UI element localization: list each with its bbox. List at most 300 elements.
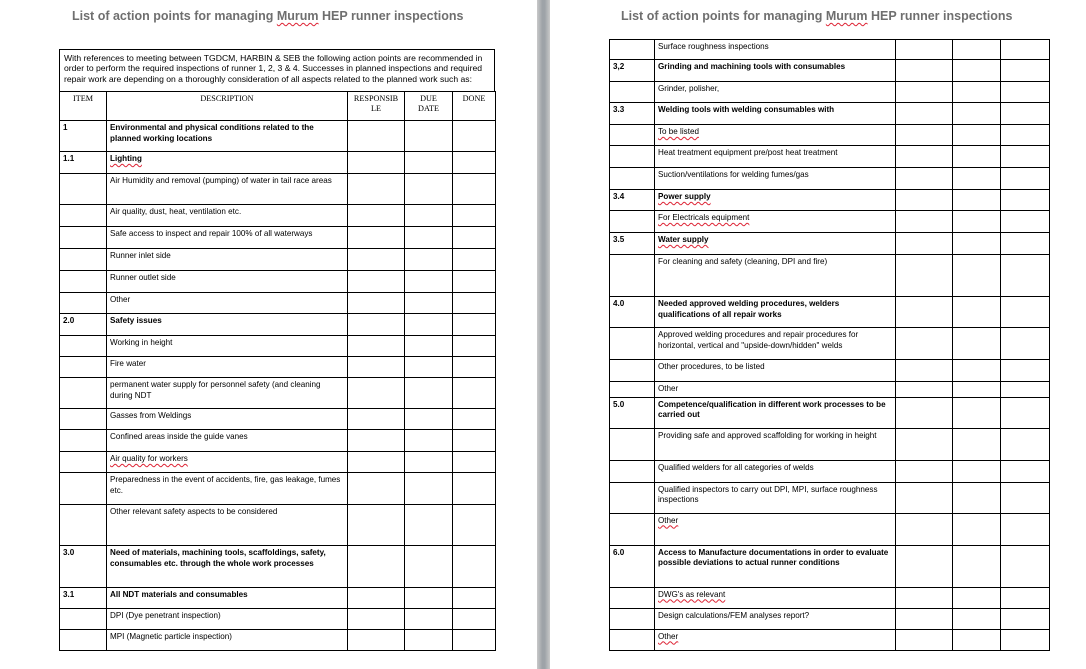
description-text: Air quality for workers: [110, 454, 188, 463]
description-cell: [107, 588, 348, 609]
description-text: Other: [110, 295, 131, 304]
item-number-cell: 3.4: [610, 190, 655, 211]
description-cell: [107, 336, 348, 357]
description-cell: [655, 297, 896, 328]
description-cell: [107, 121, 348, 152]
table-row: [610, 103, 1050, 125]
table-row: [60, 409, 496, 430]
responsible-cell[interactable]: [348, 121, 405, 152]
done-cell[interactable]: [453, 630, 496, 651]
due-date-cell[interactable]: [405, 588, 453, 609]
table-row: [610, 545, 1050, 587]
responsible-cell[interactable]: [348, 588, 405, 609]
responsible-header: RESPONSIB LE: [348, 92, 405, 121]
due-date-cell[interactable]: [953, 146, 1001, 168]
due-date-cell[interactable]: [953, 382, 1001, 398]
description-cell: [107, 271, 348, 293]
description-cell: [107, 452, 348, 473]
item-number-cell: [60, 227, 107, 249]
item-number-cell: 3.1: [60, 588, 107, 609]
done-cell[interactable]: [1001, 587, 1050, 608]
description-cell: [107, 357, 348, 378]
description-cell: [655, 255, 896, 297]
description-text: Other: [658, 384, 679, 393]
description-cell: [107, 378, 348, 409]
due-date-cell[interactable]: [405, 249, 453, 271]
description-text: Working in height: [110, 338, 173, 347]
table-row: [60, 473, 496, 505]
table-row: [60, 293, 496, 314]
responsible-cell[interactable]: [896, 608, 953, 629]
description-cell: [655, 397, 896, 428]
description-text: Power supply: [658, 192, 711, 201]
done-cell[interactable]: [1001, 360, 1050, 382]
description-text: Water supply: [658, 235, 709, 244]
description-cell: [107, 505, 348, 546]
description-cell: [655, 190, 896, 211]
table-row: [60, 357, 496, 378]
table-header-row: [60, 92, 496, 121]
item-number-cell: 1: [60, 121, 107, 152]
description-cell: [107, 152, 348, 174]
action-points-table-left: [59, 91, 496, 651]
done-cell[interactable]: [1001, 125, 1050, 146]
table-row: [60, 630, 496, 651]
table-row: [60, 336, 496, 357]
description-cell: [107, 174, 348, 205]
item-number-cell: [610, 168, 655, 190]
item-number-cell: [610, 328, 655, 360]
description-cell: [107, 430, 348, 452]
description-header: DESCRIPTION: [107, 92, 348, 121]
responsible-cell[interactable]: [348, 473, 405, 505]
description-text: Design calculations/FEM analyses report?: [658, 610, 810, 620]
table-row: [610, 428, 1050, 460]
description-cell: [655, 233, 896, 255]
responsible-cell[interactable]: [896, 328, 953, 360]
done-cell[interactable]: [453, 227, 496, 249]
responsible-cell[interactable]: [348, 293, 405, 314]
description-cell: [107, 630, 348, 651]
table-row: [610, 60, 1050, 82]
table-row: [60, 271, 496, 293]
description-text: Air Humidity and removal (pumping) of water in tail race areas: [110, 176, 332, 185]
done-cell[interactable]: [453, 314, 496, 336]
table-row: [610, 608, 1050, 629]
table-row: [610, 255, 1050, 297]
due-date-cell[interactable]: [953, 168, 1001, 190]
done-cell[interactable]: [453, 205, 496, 227]
responsible-cell[interactable]: [348, 546, 405, 588]
description-text: Welding tools with welding consumables with: [658, 105, 835, 114]
done-cell[interactable]: [1001, 40, 1050, 60]
due-date-cell[interactable]: [405, 121, 453, 152]
responsible-cell[interactable]: [348, 409, 405, 430]
done-header: DONE: [453, 92, 496, 121]
responsible-cell[interactable]: [348, 378, 405, 409]
description-text: To be listed: [658, 127, 699, 136]
done-cell[interactable]: [1001, 397, 1050, 428]
item-number-cell: 6.0: [610, 545, 655, 587]
table-row: [610, 513, 1050, 545]
done-cell[interactable]: [1001, 428, 1050, 460]
action-points-table-right: [609, 39, 1050, 651]
item-number-cell: [610, 382, 655, 398]
due-date-cell[interactable]: [953, 190, 1001, 211]
due-date-cell[interactable]: [953, 233, 1001, 255]
item-number-cell: 3,2: [610, 60, 655, 82]
description-text: Qualified inspectors to carry out DPI, MPI, surface roughness inspections: [658, 484, 878, 504]
responsible-cell[interactable]: [348, 430, 405, 452]
due-date-cell[interactable]: [953, 255, 1001, 297]
responsible-cell[interactable]: [896, 233, 953, 255]
done-cell[interactable]: [453, 121, 496, 152]
done-cell[interactable]: [453, 271, 496, 293]
description-text: Gasses from Weldings: [110, 411, 192, 420]
due-date-cell[interactable]: [405, 430, 453, 452]
done-cell[interactable]: [1001, 211, 1050, 233]
due-date-cell[interactable]: [405, 409, 453, 430]
description-text: DPI (Dye penetrant inspection): [110, 611, 221, 620]
responsible-cell[interactable]: [896, 60, 953, 82]
responsible-cell[interactable]: [896, 190, 953, 211]
due-date-cell[interactable]: [953, 125, 1001, 146]
item-number-cell: 3.0: [60, 546, 107, 588]
due-date-cell[interactable]: [953, 60, 1001, 82]
done-cell[interactable]: [1001, 255, 1050, 297]
intro-paragraph: With references to meeting between TGDCM, HARBIN & SEB the following action points are recommended in order to perform the required inspections of runner 1, 2, 3 & 4. Successes in planned inspections and required repair work are depending on a thoroughly consideration of all aspects related to the planned work such as:: [59, 49, 495, 91]
table-row: [610, 482, 1050, 513]
item-number-cell: [610, 82, 655, 103]
table-row: [610, 211, 1050, 233]
done-cell[interactable]: [453, 357, 496, 378]
done-cell[interactable]: [1001, 328, 1050, 360]
description-cell: [107, 249, 348, 271]
responsible-cell[interactable]: [896, 168, 953, 190]
responsible-cell[interactable]: [896, 629, 953, 650]
responsible-cell[interactable]: [348, 205, 405, 227]
due-date-cell[interactable]: [953, 103, 1001, 125]
table-row: [610, 360, 1050, 382]
due-date-cell[interactable]: [953, 211, 1001, 233]
done-cell[interactable]: [1001, 233, 1050, 255]
page-title: List of action points for managing Murum HEP runner inspections: [621, 9, 1013, 23]
item-number-cell: 3.5: [610, 233, 655, 255]
description-cell: [107, 227, 348, 249]
description-text: Safe access to inspect and repair 100% of all waterways: [110, 229, 313, 238]
done-cell[interactable]: [1001, 190, 1050, 211]
done-cell[interactable]: [453, 430, 496, 452]
item-number-cell: [610, 428, 655, 460]
responsible-cell[interactable]: [348, 452, 405, 473]
item-number-cell: [60, 452, 107, 473]
responsible-cell[interactable]: [348, 357, 405, 378]
description-cell: [655, 382, 896, 398]
responsible-cell[interactable]: [896, 587, 953, 608]
due-date-cell[interactable]: [405, 378, 453, 409]
due-date-cell[interactable]: [405, 293, 453, 314]
due-date-cell[interactable]: [953, 545, 1001, 587]
done-cell[interactable]: [453, 452, 496, 473]
done-cell[interactable]: [1001, 482, 1050, 513]
item-number-cell: [60, 409, 107, 430]
due-date-cell[interactable]: [405, 205, 453, 227]
description-cell: [655, 513, 896, 545]
due-date-cell[interactable]: [405, 452, 453, 473]
due-date-cell[interactable]: [953, 629, 1001, 650]
responsible-cell[interactable]: [348, 271, 405, 293]
description-text: Environmental and physical conditions related to the planned working locations: [110, 123, 314, 143]
responsible-cell[interactable]: [896, 460, 953, 482]
description-cell: [655, 211, 896, 233]
due-date-cell[interactable]: [953, 40, 1001, 60]
description-cell: [655, 482, 896, 513]
table-row: [610, 233, 1050, 255]
item-number-cell: 5.0: [610, 397, 655, 428]
responsible-cell[interactable]: [896, 255, 953, 297]
table-row: [60, 227, 496, 249]
description-cell: [655, 103, 896, 125]
responsible-cell[interactable]: [896, 397, 953, 428]
table-row: [610, 629, 1050, 650]
done-cell[interactable]: [1001, 60, 1050, 82]
item-number-cell: 1.1: [60, 152, 107, 174]
due-date-cell[interactable]: [405, 227, 453, 249]
responsible-cell[interactable]: [348, 174, 405, 205]
done-cell[interactable]: [1001, 608, 1050, 629]
description-text: Fire water: [110, 359, 146, 368]
page-title: List of action points for managing Murum HEP runner inspections: [72, 9, 464, 23]
due-date-cell[interactable]: [405, 630, 453, 651]
done-cell[interactable]: [1001, 545, 1050, 587]
responsible-cell[interactable]: [896, 382, 953, 398]
done-cell[interactable]: [453, 174, 496, 205]
done-cell[interactable]: [453, 473, 496, 505]
item-number-cell: [610, 211, 655, 233]
item-number-cell: [610, 460, 655, 482]
description-cell: [655, 360, 896, 382]
item-number-cell: [60, 357, 107, 378]
responsible-cell[interactable]: [348, 314, 405, 336]
item-number-cell: [610, 482, 655, 513]
description-text: Suction/ventilations for welding fumes/gas: [658, 170, 809, 179]
due-date-cell[interactable]: [953, 328, 1001, 360]
due-date-cell[interactable]: [405, 271, 453, 293]
description-text: Runner inlet side: [110, 251, 171, 260]
description-text: DWG's as relevant: [658, 589, 726, 599]
description-text: Lighting: [110, 154, 142, 163]
done-cell[interactable]: [1001, 168, 1050, 190]
done-cell[interactable]: [1001, 103, 1050, 125]
description-text: Need of materials, machining tools, scaffoldings, safety, consumables etc. through the whole work processes: [110, 548, 326, 568]
table-row: [610, 397, 1050, 428]
description-cell: [655, 608, 896, 629]
table-row: [60, 430, 496, 452]
done-cell[interactable]: [1001, 82, 1050, 103]
description-cell: [655, 125, 896, 146]
responsible-cell[interactable]: [348, 227, 405, 249]
responsible-cell[interactable]: [348, 152, 405, 174]
responsible-cell[interactable]: [896, 103, 953, 125]
due-date-cell[interactable]: [953, 460, 1001, 482]
responsible-cell[interactable]: [896, 40, 953, 60]
description-cell: [107, 409, 348, 430]
responsible-cell[interactable]: [348, 249, 405, 271]
done-cell[interactable]: [453, 249, 496, 271]
done-cell[interactable]: [1001, 629, 1050, 650]
description-cell: [655, 82, 896, 103]
responsible-cell[interactable]: [896, 146, 953, 168]
item-number-cell: [60, 378, 107, 409]
description-text: Qualified welders for all categories of welds: [658, 462, 814, 472]
document-page-left: [0, 0, 537, 669]
table-row: [60, 546, 496, 588]
done-cell[interactable]: [1001, 297, 1050, 328]
table-row: [610, 40, 1050, 60]
table-row: [60, 249, 496, 271]
due-date-cell[interactable]: [953, 360, 1001, 382]
item-number-cell: [610, 513, 655, 545]
due-date-cell[interactable]: [405, 609, 453, 630]
description-cell: [655, 587, 896, 608]
description-text: Preparedness in the event of accidents, fire, gas leakage, fumes etc.: [110, 475, 341, 495]
description-text: Air quality, dust, heat, ventilation etc.: [110, 207, 242, 216]
done-cell[interactable]: [453, 588, 496, 609]
due-date-cell[interactable]: [953, 397, 1001, 428]
done-cell[interactable]: [1001, 382, 1050, 398]
table-row: [60, 378, 496, 409]
description-cell: [655, 168, 896, 190]
responsible-cell[interactable]: [348, 609, 405, 630]
due-date-cell[interactable]: [953, 428, 1001, 460]
table-row: [610, 125, 1050, 146]
item-number-cell: [60, 336, 107, 357]
due-date-cell[interactable]: [405, 152, 453, 174]
due-date-cell[interactable]: [405, 546, 453, 588]
done-cell[interactable]: [1001, 513, 1050, 545]
description-text: Other procedures, to be listed: [658, 362, 765, 371]
description-cell: [107, 293, 348, 314]
item-number-cell: [610, 587, 655, 608]
responsible-cell[interactable]: [896, 545, 953, 587]
done-cell[interactable]: [453, 378, 496, 409]
done-cell[interactable]: [1001, 460, 1050, 482]
description-cell: [655, 328, 896, 360]
description-cell: [107, 546, 348, 588]
due-date-cell[interactable]: [405, 174, 453, 205]
item-number-cell: [610, 360, 655, 382]
responsible-cell[interactable]: [896, 211, 953, 233]
item-number-cell: [60, 205, 107, 227]
done-cell[interactable]: [453, 409, 496, 430]
description-text: permanent water supply for personnel safety (and cleaning during NDT: [110, 380, 321, 400]
description-text: Safety issues: [110, 316, 162, 325]
responsible-cell[interactable]: [896, 82, 953, 103]
description-cell: [655, 428, 896, 460]
due-date-cell[interactable]: [953, 608, 1001, 629]
done-cell[interactable]: [453, 336, 496, 357]
item-number-cell: [610, 40, 655, 60]
responsible-cell[interactable]: [896, 360, 953, 382]
description-text: Other: [658, 631, 679, 641]
description-cell: [655, 545, 896, 587]
responsible-cell[interactable]: [896, 513, 953, 545]
done-cell[interactable]: [453, 152, 496, 174]
due-date-cell[interactable]: [405, 357, 453, 378]
table-row: [60, 152, 496, 174]
item-number-cell: [60, 249, 107, 271]
responsible-cell[interactable]: [348, 505, 405, 546]
description-text: Surface roughness inspections: [658, 42, 769, 51]
description-text: Competence/qualification in different work processes to be carried out: [658, 399, 886, 419]
due-date-cell[interactable]: [953, 513, 1001, 545]
description-text: Grinding and machining tools with consumables: [658, 62, 846, 71]
description-text: Approved welding procedures and repair procedures for horizontal, vertical and "upside-down/hidden" welds: [658, 330, 859, 350]
responsible-cell[interactable]: [348, 630, 405, 651]
item-number-cell: [60, 430, 107, 452]
item-number-cell: [610, 629, 655, 650]
due-date-header: DUE DATE: [405, 92, 453, 121]
done-cell[interactable]: [453, 546, 496, 588]
item-number-cell: 4.0: [610, 297, 655, 328]
done-cell[interactable]: [1001, 146, 1050, 168]
due-date-cell[interactable]: [405, 336, 453, 357]
item-number-cell: [60, 630, 107, 651]
responsible-cell[interactable]: [896, 482, 953, 513]
description-text: MPI (Magnetic particle inspection): [110, 632, 232, 641]
due-date-cell[interactable]: [953, 297, 1001, 328]
table-row: [60, 452, 496, 473]
due-date-cell[interactable]: [405, 473, 453, 505]
done-cell[interactable]: [453, 609, 496, 630]
item-number-cell: 3.3: [610, 103, 655, 125]
responsible-cell[interactable]: [896, 125, 953, 146]
item-number-cell: [610, 608, 655, 629]
description-cell: [107, 205, 348, 227]
due-date-cell[interactable]: [405, 314, 453, 336]
description-text: For cleaning and safety (cleaning, DPI and fire): [658, 257, 828, 266]
table-row: [60, 121, 496, 152]
table-row: [60, 588, 496, 609]
responsible-cell[interactable]: [896, 428, 953, 460]
table-row: [610, 190, 1050, 211]
table-row: [610, 82, 1050, 103]
table-row: [60, 174, 496, 205]
due-date-cell[interactable]: [405, 505, 453, 546]
item-number-cell: [60, 271, 107, 293]
responsible-cell[interactable]: [896, 297, 953, 328]
due-date-cell[interactable]: [953, 82, 1001, 103]
due-date-cell[interactable]: [953, 482, 1001, 513]
item-header: ITEM: [60, 92, 107, 121]
item-number-cell: [610, 255, 655, 297]
table-row: [610, 328, 1050, 360]
done-cell[interactable]: [453, 505, 496, 546]
description-cell: [107, 314, 348, 336]
description-text: All NDT materials and consumables: [110, 590, 248, 599]
responsible-cell[interactable]: [348, 336, 405, 357]
done-cell[interactable]: [453, 293, 496, 314]
description-cell: [107, 609, 348, 630]
due-date-cell[interactable]: [953, 587, 1001, 608]
description-cell: [655, 40, 896, 60]
description-text: Other: [658, 515, 679, 525]
table-row: [610, 146, 1050, 168]
table-row: [60, 314, 496, 336]
description-text: Providing safe and approved scaffolding for working in height: [658, 430, 877, 440]
description-cell: [655, 146, 896, 168]
description-cell: [655, 60, 896, 82]
